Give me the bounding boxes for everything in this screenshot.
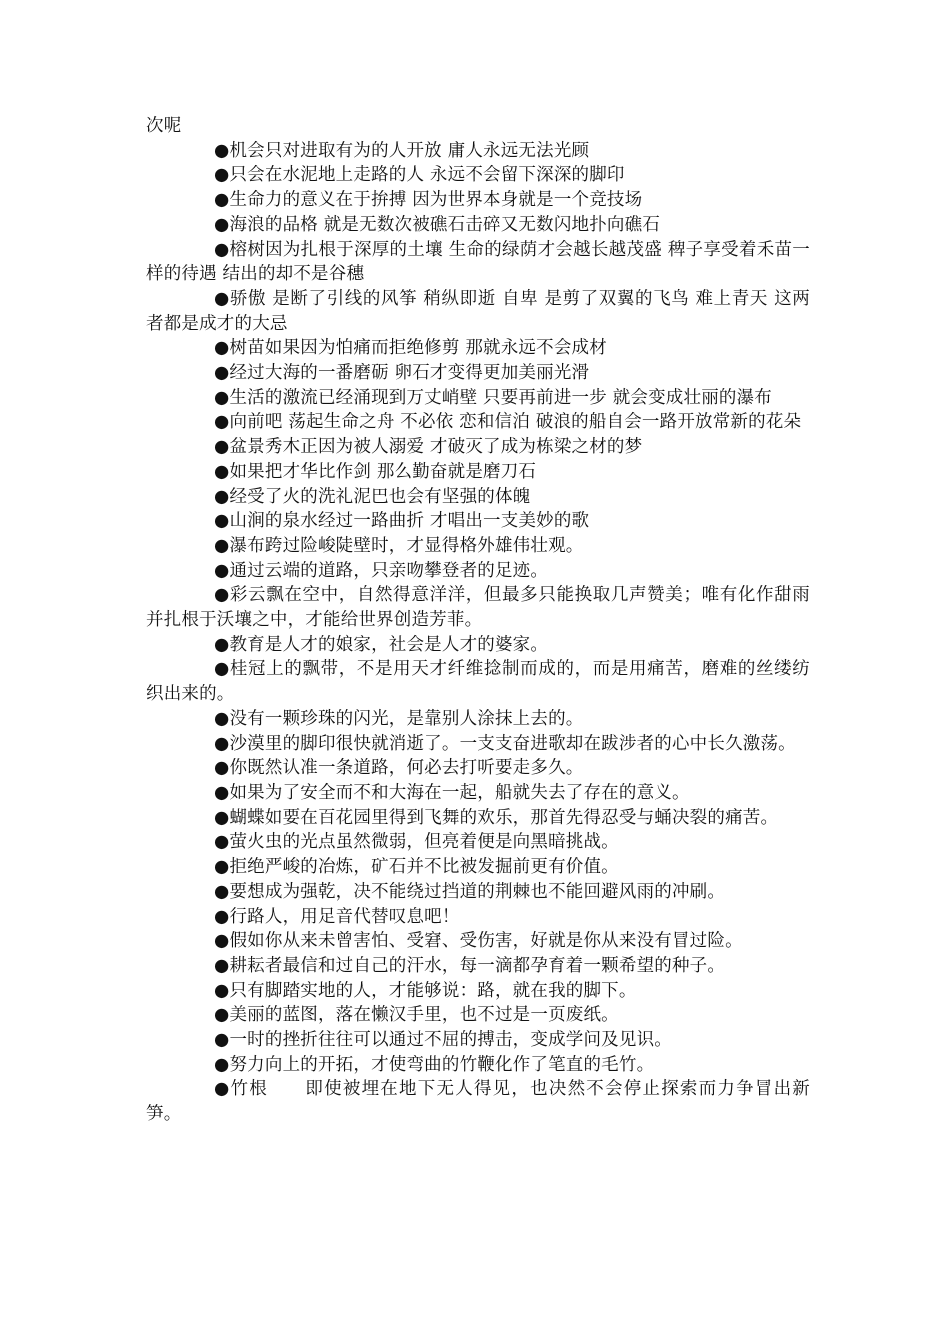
quote-paragraph: ●你既然认准一条道路，何必去打听要走多久。: [214, 758, 584, 779]
quote-paragraph: ●沙漠里的脚印很快就消逝了。一支支奋进歌却在跋涉者的心中长久激荡。: [214, 733, 796, 754]
document-body: [146, 114, 810, 1127]
quote-paragraph: ●如果为了安全而不和大海在一起，船就失去了存在的意义。: [214, 782, 690, 803]
quote-paragraph: ●盆景秀木正因为被人溺爱 才破灭了成为栋梁之材的梦: [214, 437, 643, 458]
quote-paragraph: ●生命力的意义在于拚搏 因为世界本身就是一个竞技场: [214, 190, 643, 211]
quote-paragraph: ●榕树因为扎根于深厚的土壤 生命的绿荫才会越长越茂盛 稗子享受着禾苗一样的待遇 结出的却不是谷穗: [146, 239, 810, 285]
quote-paragraph: ●耕耘者最信和过自己的汗水，每一滴都孕育着一颗希望的种子。: [214, 955, 726, 976]
quote-paragraph: ●蝴蝶如要在百花园里得到飞舞的欢乐，那首先得忍受与蛹决裂的痛苦。: [214, 807, 779, 828]
quote-paragraph: ●瀑布跨过险峻陡壁时，才显得格外雄伟壮观。: [214, 535, 584, 556]
quote-paragraph: ●骄傲 是断了引线的风筝 稍纵即逝 自卑 是剪了双翼的飞鸟 难上青天 这两者都是成才的大忌: [146, 288, 810, 334]
quote-paragraph: ●美丽的蓝图，落在懒汉手里，也不过是一页废纸。: [214, 1005, 619, 1026]
quote-paragraph: ●萤火虫的光点虽然微弱，但亮着便是向黑暗挑战。: [214, 832, 619, 853]
quote-paragraph: ●彩云飘在空中，自然得意洋洋，但最多只能换取几声赞美；唯有化作甜雨并扎根于沃壤之中，才能给世界创造芳菲。: [146, 585, 810, 631]
quote-paragraph: ●机会只对进取有为的人开放 庸人永远无法光顾: [214, 140, 590, 161]
continuation-text: 次呢: [146, 116, 182, 136]
quote-paragraph: ●教育是人才的娘家，社会是人才的婆家。: [214, 634, 549, 655]
quote-paragraph: ●一时的挫折往往可以通过不屈的搏击，变成学问及见识。: [214, 1030, 672, 1051]
quote-paragraph: ●经过大海的一番磨砺 卵石才变得更加美丽光滑: [214, 363, 590, 384]
quote-paragraph: ●没有一颗珍珠的闪光，是靠别人涂抹上去的。: [214, 708, 584, 729]
quote-paragraph: ●拒绝严峻的冶炼，矿石并不比被发掘前更有价值。: [214, 857, 619, 878]
quote-paragraph: ●经受了火的洗礼泥巴也会有坚强的体魄: [214, 486, 531, 507]
quote-paragraph: ●海浪的品格 就是无数次被礁石击碎又无数闪地扑向礁石: [214, 214, 661, 235]
quote-paragraph: ●只有脚踏实地的人，才能够说：路，就在我的脚下。: [214, 980, 637, 1001]
quote-paragraph: ●树苗如果因为怕痛而拒绝修剪 那就永远不会成材: [214, 338, 607, 359]
quote-paragraph: ●要想成为强乾，决不能绕过挡道的荆棘也不能回避风雨的冲刷。: [214, 881, 726, 902]
quote-paragraph: ●向前吧 荡起生命之舟 不必依 恋和信泊 破浪的船自会一路开放常新的花朵: [214, 412, 802, 433]
quote-paragraph: ●通过云端的道路，只亲吻攀登者的足迹。: [214, 560, 549, 581]
quote-list: [146, 139, 810, 1127]
quote-paragraph: ●行路人，用足音代替叹息吧！: [214, 906, 460, 927]
quote-paragraph: ●山涧的泉水经过一路曲折 才唱出一支美妙的歌: [214, 511, 590, 532]
quote-paragraph: ●努力向上的开拓，才使弯曲的竹鞭化作了笔直的毛竹。: [214, 1054, 655, 1075]
quote-paragraph: ●假如你从来未曾害怕、受窘、受伤害，好就是你从来没有冒过险。: [214, 931, 743, 952]
quote-paragraph: ●只会在水泥地上走路的人 永远不会留下深深的脚印: [214, 165, 625, 186]
quote-paragraph: ●如果把才华比作剑 那么勤奋就是磨刀石: [214, 461, 537, 482]
quote-paragraph: ●生活的激流已经涌现到万丈峭壁 只要再前进一步 就会变成壮丽的瀑布: [214, 387, 772, 408]
quote-paragraph: ●桂冠上的飘带，不是用天才纤维捻制而成的，而是用痛苦，磨难的丝缕纺织出来的。: [146, 659, 810, 705]
quote-paragraph: ●竹根 即使被埋在地下无人得见，也决然不会停止探索而力争冒出新笋。: [146, 1079, 810, 1125]
